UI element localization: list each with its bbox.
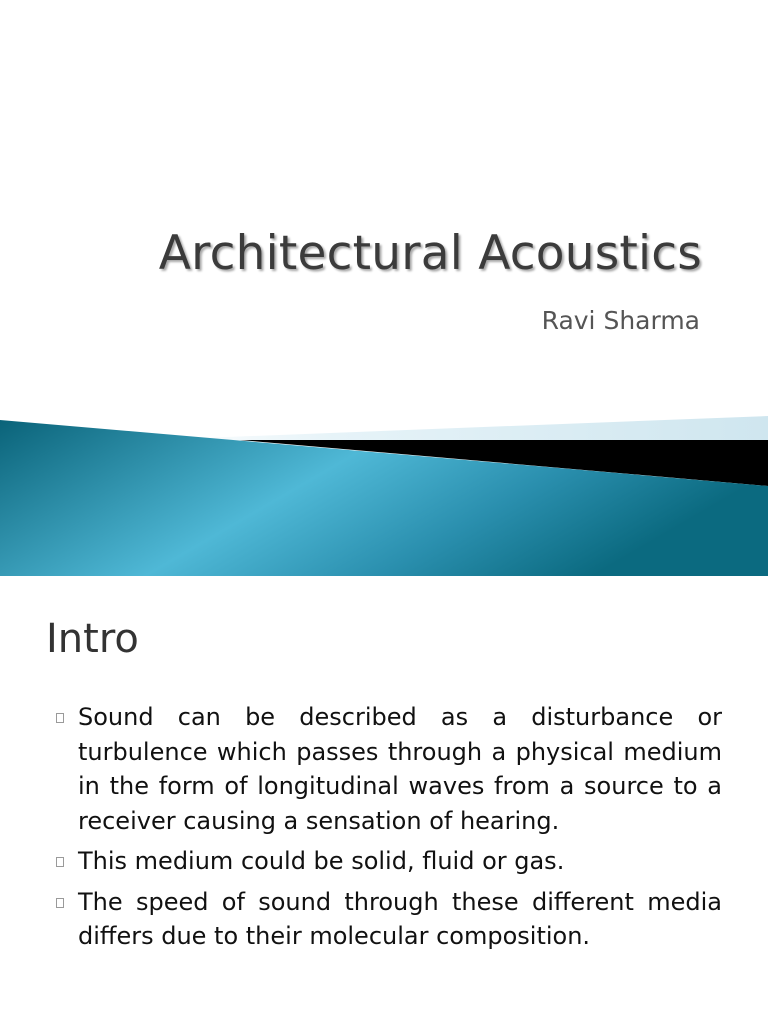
list-item (56, 700, 722, 838)
square-bullet-icon (56, 713, 64, 723)
pale-blue-stripe (150, 416, 768, 440)
slide-title: Architectural Acoustics (158, 226, 702, 281)
bullet-text: The speed of sound through these different media differs due to their molecular composition. (78, 887, 722, 950)
square-bullet-icon (56, 898, 64, 908)
intro-heading: Intro (46, 616, 139, 662)
intro-slide (0, 576, 768, 1024)
bullet-text: This medium could be solid, fluid or gas. (78, 847, 565, 875)
list-item (56, 885, 722, 954)
bullet-list (56, 700, 722, 960)
bullet-text: Sound can be described as a disturbance or turbulence which passes through a physical medium in the form of longitudinal waves from a source to a receiver causing a sensation of hearing. (78, 703, 722, 835)
square-bullet-icon (56, 857, 64, 867)
list-item (56, 844, 722, 879)
slide-subtitle: Ravi Sharma (541, 306, 700, 335)
